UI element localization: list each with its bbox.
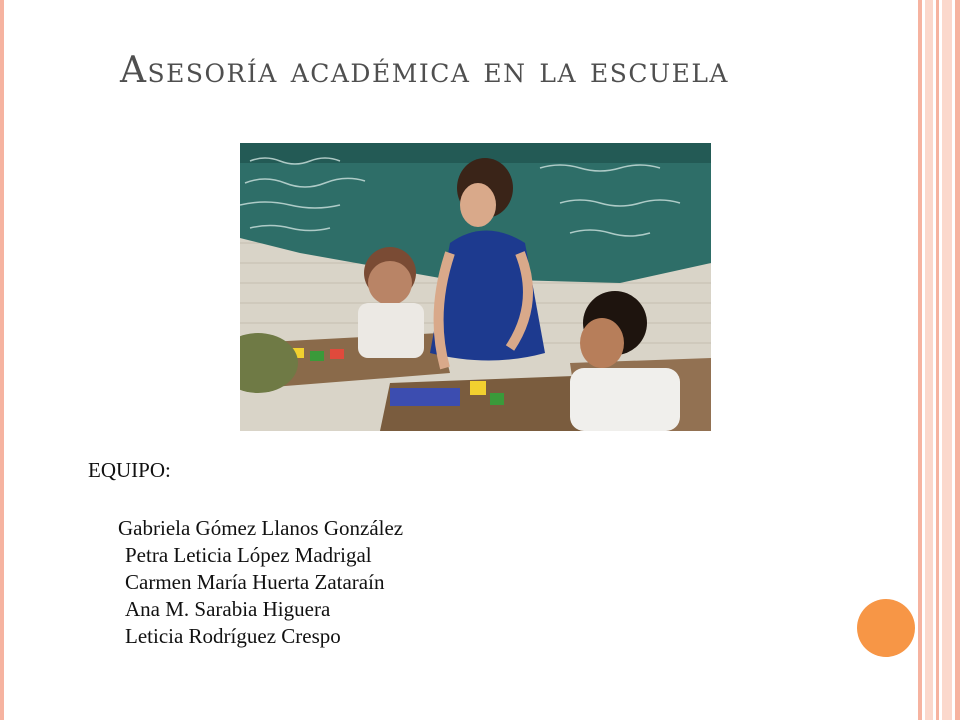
team-member: Petra Leticia López Madrigal: [125, 543, 372, 567]
photo-illustration: [240, 143, 711, 431]
team-section: [88, 458, 403, 650]
decor-stripe: [925, 0, 933, 720]
team-member: Leticia Rodríguez Crespo: [125, 624, 341, 648]
team-member: Carmen María Huerta Zataraín: [125, 570, 385, 594]
decor-stripe: [936, 0, 939, 720]
team-member: Ana M. Sarabia Higuera: [125, 597, 331, 621]
slide-title: Asesoría académica en la escuela: [120, 50, 729, 91]
orange-circle-decoration: [857, 599, 915, 657]
left-border: [0, 0, 4, 720]
decor-stripe: [942, 0, 952, 720]
team-member: Gabriela Gómez Llanos González: [118, 516, 404, 540]
decor-stripe: [918, 0, 922, 720]
team-label: EQUIPO:: [88, 458, 171, 482]
decor-stripe: [955, 0, 960, 720]
classroom-photo: [240, 143, 711, 431]
